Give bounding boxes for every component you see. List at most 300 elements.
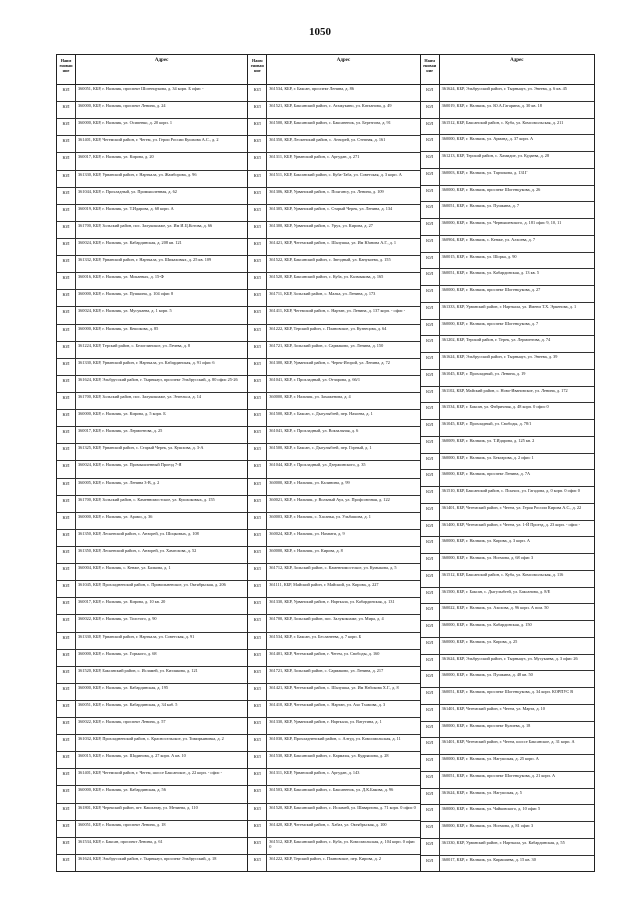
table-row — [421, 504, 594, 521]
entity-type-cell: ЮЛ — [421, 169, 440, 185]
address-cell: 360051, КБР, г. Нальчик, ул. Пушкина, д. 7 — [441, 203, 519, 209]
entity-type-cell: ЮЛ — [57, 307, 76, 323]
address-cell: 361045, КБР, г. Прохладный, ул. Свободы, д. 78/1 — [441, 421, 532, 426]
table-row — [57, 752, 247, 769]
entity-type-cell: ЮЛ — [57, 153, 76, 169]
column-header — [57, 55, 247, 85]
address-cell: 361721, КБР, Зольский район, с. Сармаково, ул. Ленина, д. 217 — [269, 667, 384, 673]
address-cell: 361421, КБР, Чегемский район, с. Шалушка, ул. Им Набокова Х.Г., д. 8 — [269, 684, 399, 690]
entity-type-cell: ЮЛ — [57, 290, 76, 306]
table-row — [57, 530, 247, 547]
address-cell: 361510, КБР, Баксанский район, с. Псычох, ул. Гагадова, д. 0 корп. 0 офис 0 — [441, 488, 580, 493]
address-cell: 361202, КБР, Терский район, г. Терек, ул. Лермонтова, д. 74 — [441, 337, 551, 343]
table-row — [57, 205, 247, 222]
address-cell: 360015, КБР, г. Нальчик, ул. Шадинова, д. 27 корп. А кв. 10 — [78, 753, 186, 759]
entity-type-cell: ЮЛ — [248, 821, 267, 837]
table-row — [57, 273, 247, 290]
address-cell: 361521, КБР, Баксанский район, с. Атажукино, ул. Катханова, д. 49 — [269, 103, 392, 109]
entity-type-cell: ЮЛ — [421, 303, 440, 319]
table-row — [248, 479, 419, 496]
entity-type-cell: ЮЛ — [421, 102, 440, 118]
address-cell: 360005, КБР, г. Нальчик, ул. Ленина 3-В, д. 2 — [78, 479, 160, 485]
entity-type-cell: ЮЛ — [57, 496, 76, 512]
table-row — [421, 688, 594, 705]
entity-type-cell: ЮЛ — [248, 786, 267, 802]
entity-type-cell: ЮЛ — [57, 427, 76, 443]
entity-type-cell: ЮЛ — [57, 615, 76, 631]
table-row — [248, 786, 419, 803]
entity-type-cell: ЮЛ — [57, 547, 76, 563]
entity-type-cell: ЮЛ — [57, 359, 76, 375]
entity-type-cell: ЮЛ — [421, 755, 440, 771]
entity-type-cell: ЮЛ — [248, 564, 267, 580]
entity-type-cell: ЮЛ — [248, 547, 267, 563]
address-cell: 361500, КБР, г. Баксан, с. Дыгулыбгей, ул. Баксанова, д. 8/Е — [441, 588, 551, 594]
entity-type-cell: ЮЛ — [421, 353, 440, 369]
address-cell: 361624, КБР, Эльбрусский район, г. Тырныауз, ул. Энеева, д. 39 — [441, 354, 558, 359]
entity-type-cell: ЮЛ — [421, 789, 440, 805]
address-cell: 360000, КБР, г. Нальчик, ул. Кабардинская, д. 195 — [78, 684, 169, 690]
entity-type-cell: ЮЛ — [248, 376, 267, 392]
address-cell: 360017, КБР, г. Нальчик, ул. Кирова, д. 20 — [78, 154, 154, 160]
table-row — [421, 437, 594, 454]
address-cell: 361032, КБР, Прохладненский район, с. Красносельское, ул. Тимирьяновка, д. 2 — [78, 736, 224, 742]
entity-type-cell: ЮЛ — [421, 839, 440, 855]
table-row — [57, 359, 247, 376]
address-cell: 360000, КБР, г. Нальчик, ул. Кирова, д. 25 — [441, 638, 518, 644]
table-row — [421, 219, 594, 236]
address-cell: 361222, КБР, Терский район, с. Плановское, пер. Кирова, д. 2 — [269, 855, 381, 861]
address-cell: 360017, КБР, г. Нальчик, ул. Кирашаева, д. 15 кв. 30 — [441, 856, 536, 862]
table-row — [421, 722, 594, 739]
table-row — [248, 633, 419, 650]
column-header — [421, 55, 594, 85]
address-table — [56, 54, 595, 872]
table-row — [57, 444, 247, 461]
entity-type-cell: ЮЛ — [57, 136, 76, 152]
address-cell: 360000, КБР, г. Нальчик, ул. Кабардинская, д. 56 — [78, 787, 166, 793]
entity-type-cell: ЮЛ — [421, 537, 440, 553]
address-cell: 360017, КБР, г. Нальчик, ул. Лермонтова, д. 25 — [78, 428, 163, 434]
address-cell: 360051, КБР, г. Нальчик, проспект Шогенцукова, д. 34 корп. КОРПУС В — [441, 689, 574, 694]
entity-type-cell: ЮЛ — [248, 393, 267, 409]
table-row — [248, 119, 419, 136]
address-cell: 361111, КБР, Майский район, г. Майский, ул. Кирова, д. 227 — [269, 582, 379, 588]
table-row — [421, 604, 594, 621]
entity-type-cell: ЮЛ — [57, 513, 76, 529]
table-row — [248, 376, 419, 393]
address-cell: 360021, КБР, г. Нальчик, у. Вольный Аул, ул. Профсоюзная, д. 122 — [269, 496, 390, 502]
entity-type-cell: ЮЛ — [421, 571, 440, 587]
address-cell: 361700, КБР, Зольский район, пос. Залукокоаже, ул. Мира, д. 4 — [269, 616, 384, 622]
table-row — [57, 136, 247, 153]
address-cell: 360000, КБР, г. Нальчик, ул. Чайковского, д. 10 офис 5 — [441, 806, 541, 812]
table-row — [57, 598, 247, 615]
entity-type-cell: ЮЛ — [57, 564, 76, 580]
entity-type-cell: ЮЛ — [248, 222, 267, 238]
table-row — [248, 153, 419, 170]
table-row — [248, 496, 419, 513]
column-header — [248, 55, 419, 85]
table-row — [421, 320, 594, 337]
address-cell: 360000, КБР, г. Нальчик, ул. Горького, д. 68 — [78, 650, 157, 656]
entity-type-cell: ЮЛ — [248, 530, 267, 546]
table-row — [421, 102, 594, 119]
entity-type-cell: ЮЛ — [421, 521, 440, 537]
address-cell: 360022, КБР, г. Нальчик, ул. Толстого, д. 90 — [78, 616, 157, 622]
address-cell: 361420, КБР, Чегемский район, с. Хабаз, ул. Октябрьская, д. 100 — [269, 821, 387, 827]
address-cell: 361333, КБР, Урванский район, г. Нарткала, ул. Имени Т.Х. Эркенова, д. 1 — [441, 303, 577, 309]
table-row — [248, 752, 419, 769]
address-cell: 360000, КБР, г. Нальчик, ул. Бекгарова, д. 2 офис 1 — [441, 454, 534, 460]
address-cell: 360000, КБР, г. Нальчик, ул. Пушкина, д. 48 кв. 50 — [441, 672, 533, 678]
table-row — [421, 839, 594, 856]
address-cell: 361350, КБР, Лескенский район, с. Анзорей, ул. Хамгохова, д. 52 — [78, 547, 197, 553]
entity-type-cell: ЮЛ — [421, 387, 440, 403]
entity-type-cell: ЮЛ — [248, 256, 267, 272]
table-row — [248, 838, 419, 855]
address-cell: 361721, КБР, Зольский район, с. Сармаково, ул. Ленина, д. 150 — [269, 342, 384, 348]
entity-type-cell: ЮЛ — [421, 403, 440, 419]
table-column-2 — [247, 55, 419, 871]
table-row — [421, 487, 594, 504]
entity-type-cell: ЮЛ — [248, 342, 267, 358]
table-row — [248, 821, 419, 838]
table-row — [421, 303, 594, 320]
entity-type-cell: ЮЛ — [248, 633, 267, 649]
entity-type-cell: ЮЛ — [57, 821, 76, 837]
entity-type-cell: ЮЛ — [248, 102, 267, 118]
entity-type-cell: ЮЛ — [57, 325, 76, 341]
address-cell: 360000, КБР, г. Нальчик, ул. Кабардинская, д. 150 — [441, 622, 532, 627]
address-cell: 360000, КБР, г. Нальчик, проспект Ленина, д. 24 — [78, 103, 166, 109]
address-cell: 360051, КБР, г. Нальчик, проспект Ленина, д. 18 — [78, 821, 166, 827]
table-row — [421, 738, 594, 755]
address-cell: 361330, КБР, Урванский район, г. Нарткала, ул. Советская, д. 91 — [78, 633, 195, 639]
table-row — [248, 564, 419, 581]
entity-type-cell: ЮЛ — [421, 688, 440, 704]
page-number: 1050 — [309, 26, 331, 38]
address-cell: 360000, КБР, г. Нальчик, ул. Пушкина, д. 104 офис 8 — [78, 291, 174, 297]
address-cell: 361311, КБР, Урванский район, с. Аргудан, д. 143 — [269, 770, 360, 776]
entity-type-cell: ЮЛ — [57, 222, 76, 238]
table-row — [57, 393, 247, 410]
table-row — [57, 804, 247, 821]
address-cell: 361330, КБР, Урванский район, г. Нарткала, ул. Жамборова, д. 96 — [78, 171, 197, 177]
address-cell: 361522, КБР, Баксанский район, с. Звездный, ул. Канукоева, д. 155 — [269, 257, 391, 263]
address-cell: 361213, КБР, Терский район, с. Хамидие, ул. Кудаева, д. 28 — [441, 153, 550, 158]
address-cell: 360000, КБР, г. Нальчик, проспект Шогенцукова, д. 26 — [441, 186, 541, 192]
address-cell: 361041, КБР, г. Прохладный, ул. Вокзальная, д. 6 — [269, 428, 359, 434]
address-cell: 360019, КБР, г. Нальчик, ул. Т.Идарова, д. 68 корп. А — [78, 205, 174, 211]
address-cell: 361534, КБР, г. Баксан, проспект Ленина, д. 61 — [78, 838, 163, 844]
table-row — [248, 855, 419, 871]
entity-type-cell: ЮЛ — [421, 236, 440, 252]
address-cell: 361332, КБР, Урванский район, г. Нарткала, ул. Шикаховых, д. 25 кв. 109 — [78, 257, 212, 263]
entity-type-cell: ЮЛ — [248, 735, 267, 751]
entity-type-cell: ЮЛ — [57, 735, 76, 751]
table-row — [421, 85, 594, 102]
address-cell: 361410, КБР, Чегемский район, с. Нартан, ул. Ахо Тхамова, д. 3 — [269, 701, 386, 707]
entity-type-cell: ЮЛ — [248, 119, 267, 135]
table-row — [248, 290, 419, 307]
table-row — [248, 307, 419, 324]
entity-type-cell: ЮЛ — [421, 152, 440, 168]
entity-type-cell: ЮЛ — [57, 838, 76, 854]
entity-type-cell: ЮЛ — [421, 604, 440, 620]
address-cell: 361520, КБР, Баксанский район, с. Куба, ул. Калмыкова, д. 165 — [269, 274, 384, 280]
table-row — [421, 152, 594, 169]
address-cell: 361330, КБР, Урванский район, г. Нарткала, ул. Кабардинская, д. 55 — [441, 839, 565, 845]
entity-type-cell: ЮЛ — [421, 437, 440, 453]
table-row — [421, 822, 594, 839]
table-row — [248, 615, 419, 632]
entity-type-cell: ЮЛ — [248, 153, 267, 169]
entity-type-cell: ЮЛ — [57, 598, 76, 614]
table-row — [57, 461, 247, 478]
table-row — [421, 621, 594, 638]
table-row — [57, 256, 247, 273]
address-cell: 360015, КБР, г. Нальчик, ул. Шорка, д. 90 — [441, 253, 517, 259]
address-cell: 361421, КБР, Чегемский район, с. Шалушка, ул. Им Юанова А.Г., д. 1 — [269, 239, 397, 245]
address-cell: 361030, КБР, Прохладненский район, с. Алтуд, ул. Комсомольская, д. 11 — [269, 736, 401, 742]
entity-type-cell: ЮЛ — [248, 205, 267, 221]
table-row — [248, 359, 419, 376]
address-cell: 361801, КБР, Черекский район, пгт. Кашхатау, ул. Мечиева, д. 110 — [78, 804, 198, 810]
entity-type-cell: ЮЛ — [421, 420, 440, 436]
address-cell: 360024, КБР, г. Нальчик, ул. Промышленный Проезд 7-Я — [78, 462, 182, 468]
table-row — [248, 701, 419, 718]
address-cell: 361520, КБР, Баксанский район, с. Исламей, ул. Кизлякова, д. 121 — [78, 667, 198, 673]
address-cell: 360000, КБР, г. Нальчик, ул. Захаженова, д. 4 — [269, 393, 351, 399]
address-cell: 361500, КБР, Баксанский район, с. Баксаненок, ул. Березгова, д. 91 — [269, 120, 391, 126]
address-cell: 361512, КБР, Баксанский район, с. Куба, ул. Комсомольская, д. 116 — [441, 571, 564, 577]
address-cell: 360000, КБР, г. Нальчик, ул. Кирова, д. 8 — [269, 547, 343, 553]
address-cell: 360016, КБР, г. Нальчик, ул. Мокаевых, д. 15-Ф — [78, 274, 164, 280]
table-row — [248, 650, 419, 667]
table-row — [248, 342, 419, 359]
entity-type-cell: ЮЛ — [57, 667, 76, 683]
address-cell: 360000, КБР, г. Нальчик, ул. Ногмова, д. 68 офис 3 — [441, 555, 534, 560]
address-cell: 360000, КБР, г. Нальчик, ул. Кирова, д. 3 корп. А — [441, 538, 530, 544]
entity-type-cell: ЮЛ — [421, 85, 440, 101]
entity-type-cell: ЮЛ — [57, 410, 76, 426]
table-row — [421, 755, 594, 772]
entity-type-cell: ЮЛ — [421, 856, 440, 872]
address-cell: 360024, КБР, г. Нальчик, ул. Мусукаева, д. 1 корп. 5 — [78, 308, 172, 314]
entity-type-cell: ЮЛ — [57, 342, 76, 358]
entity-type-cell: ЮЛ — [421, 722, 440, 738]
table-row — [248, 513, 419, 530]
entity-type-cell: ЮЛ — [421, 320, 440, 336]
entity-type-cell: ЮЛ — [57, 376, 76, 392]
table-row — [57, 307, 247, 324]
table-row — [57, 239, 247, 256]
table-row — [421, 789, 594, 806]
address-cell: 360904, КБР, г. Нальчик, с. Кенже, ул. Алхоева, д. 7 — [441, 236, 535, 242]
address-cell: 361041, КБР, г. Прохладный, ул. Отчарова, д. 66/1 — [269, 376, 360, 382]
entity-type-cell: ЮЛ — [248, 701, 267, 717]
address-cell: 361624, КБР, Эльбрусский район, г. Тырныауз, ул. Мусукаева, д. 3 офис 26 — [441, 655, 578, 661]
entity-type-cell: ЮЛ — [248, 855, 267, 871]
table-row — [57, 667, 247, 684]
table-row — [57, 718, 247, 735]
address-cell: 361624, КБР, Эльбрусский район, г. Тырныауз, проспект Эльбрусский, д. 18 — [78, 855, 217, 861]
address-cell: 361624, КБР, Эльбрусский район, г. Тырныауз, ул. Энеева, д. 6 кв. 45 — [441, 86, 567, 91]
table-row — [248, 581, 419, 598]
table-row — [421, 554, 594, 571]
entity-type-cell: ЮЛ — [248, 427, 267, 443]
header-address-label: Адрес — [336, 58, 351, 63]
header-address-label: Адрес — [154, 58, 169, 63]
table-row — [421, 253, 594, 270]
table-row — [248, 804, 419, 821]
entity-type-cell: ЮЛ — [57, 769, 76, 785]
address-cell: 361400, КБР, Чегемский район, г. Чегем, ул. 1-Й Проезд, д. 23 корп. - офис - — [441, 521, 581, 527]
entity-type-cell: ЮЛ — [421, 370, 440, 386]
table-row — [57, 222, 247, 239]
entity-type-cell: ЮЛ — [57, 393, 76, 409]
header-key-label: Наим еноваи ние — [248, 55, 267, 84]
table-row — [421, 454, 594, 471]
table-row — [421, 119, 594, 136]
address-cell: 361401, КБР, Чегемский район, г. Чегем, ул. Герои России Кушхова А.С., д. 2 — [78, 137, 219, 143]
address-cell: 361401, КБР, Чегемский район, г. Чегем, шоссе Баксанское, д. 22 корп. - офис - — [78, 770, 223, 776]
table-row — [421, 705, 594, 722]
table-row — [57, 650, 247, 667]
address-cell: 361306, КБР, Урванский район, с. Псыгансу, ул. Ленина, д. 109 — [269, 188, 384, 194]
entity-type-cell: ЮЛ — [421, 738, 440, 754]
address-cell: 361350, КБР, Лескенский район, с. Анзорей, ул. Степная, д. 161 — [269, 137, 386, 143]
table-row — [248, 256, 419, 273]
table-row — [57, 838, 247, 855]
table-row — [57, 410, 247, 427]
entity-type-cell: ЮЛ — [248, 136, 267, 152]
address-cell: 361330, КБР, Урванский район, г. Нарткала, ул. Кабардинская, д. 131 — [269, 599, 395, 605]
address-cell: 361512, КБР, Баксанский район, с. Куба, ул. Комсомольская, д. 211 — [441, 119, 564, 125]
address-cell: 360022, КБР, г. Нальчик, проспект Ленина, д. 57 — [78, 719, 166, 725]
table-row — [248, 735, 419, 752]
entity-type-cell: ЮЛ — [57, 256, 76, 272]
address-cell: 360000, КБР, г. Нальчик, проспект Кулиева, д. 18 — [441, 722, 531, 728]
entity-type-cell: ЮЛ — [248, 188, 267, 204]
table-row — [421, 805, 594, 822]
table-row — [248, 461, 419, 478]
entity-type-cell: ЮЛ — [421, 487, 440, 503]
table-row — [57, 171, 247, 188]
table-row — [57, 786, 247, 803]
address-cell: 360051, КБР, г. Нальчик, проспект Шогенцукова, д. 21 корп. А — [441, 772, 556, 778]
entity-type-cell: ЮЛ — [57, 684, 76, 700]
entity-type-cell: ЮЛ — [57, 530, 76, 546]
entity-type-cell: ЮЛ — [248, 667, 267, 683]
entity-type-cell: ЮЛ — [248, 461, 267, 477]
address-cell: 360051, КБР, г. Нальчик, ул. Кабардинская, д. 34 каб. 5 — [78, 701, 178, 707]
address-cell: 361712, КБР, Зольский район, с. Каменномостское, ул. Кумыкова, д. 5 — [269, 565, 397, 571]
table-row — [421, 571, 594, 588]
table-row — [421, 336, 594, 353]
entity-type-cell: ЮЛ — [57, 85, 76, 101]
address-cell: 361102, КБР, Майский район, с. Ново-Ивановское, ул. Ленина, д. 172 — [441, 387, 568, 393]
table-row — [57, 684, 247, 701]
entity-type-cell: ЮЛ — [421, 638, 440, 654]
entity-type-cell: ЮЛ — [421, 671, 440, 687]
entity-type-cell: ЮЛ — [248, 769, 267, 785]
table-row — [248, 684, 419, 701]
table-row — [57, 102, 247, 119]
header-key-label: Наим еноваи ние — [421, 55, 440, 84]
address-cell: 360000, КБР, г. Нальчик, проспект Шогенцукова, д. 27 — [441, 287, 541, 292]
address-cell: 361311, КБР, Урванский район, с. Аргудан, д. 271 — [269, 154, 360, 160]
table-row — [248, 547, 419, 564]
table-row — [248, 273, 419, 290]
table-row — [57, 376, 247, 393]
table-row — [248, 718, 419, 735]
table-row — [57, 153, 247, 170]
entity-type-cell: ЮЛ — [57, 188, 76, 204]
entity-type-cell: ЮЛ — [248, 684, 267, 700]
address-cell: 360003, КБР, г. Нальчик, с. Хасанья, ул. Ульбашова, д. 1 — [269, 513, 371, 519]
entity-type-cell: ЮЛ — [421, 186, 440, 202]
address-cell: 361224, КБР, Терский район, с. Белоглинское, ул. Лечева, д. 8 — [78, 342, 191, 348]
entity-type-cell: ЮЛ — [421, 219, 440, 235]
address-cell: 360000, КБР, г. Нальчик, ул. Осипенко, д. 20 корп. 1 — [78, 120, 173, 126]
table-row — [421, 353, 594, 370]
table-row — [248, 427, 419, 444]
address-cell: 360000, КБР, г. Нальчик, проспект Ленина, д. 7А — [441, 471, 531, 477]
address-cell: 360017, КБР, г. Нальчик, ул. Кирова, д. 10 кв. 20 — [78, 599, 166, 605]
entity-type-cell: ЮЛ — [57, 752, 76, 768]
entity-type-cell: ЮЛ — [421, 119, 440, 135]
entity-type-cell: ЮЛ — [248, 598, 267, 614]
entity-type-cell: ЮЛ — [421, 202, 440, 218]
address-cell: 360000, КБР, г. Нальчик, ул. Арамо, д. 36 — [78, 513, 153, 519]
entity-type-cell: ЮЛ — [248, 359, 267, 375]
address-cell: 361512, КБР, Баксанский район, с. Куба, ул. Комсомольская, д. 104 корп. 0 офис 0 — [269, 838, 416, 850]
table-row — [57, 479, 247, 496]
address-cell: 361500, КБР, г. Баксан, с. Дыгулыбгей, пер. Горный, д. 1 — [269, 445, 372, 451]
address-cell: 361711, КБР, Зольский район, с. Малка, ул. Ленина, д. 173 — [269, 291, 376, 297]
entity-type-cell: ЮЛ — [248, 290, 267, 306]
entity-type-cell: ЮЛ — [248, 171, 267, 187]
address-cell: 361503, КБР, Баксанский район, с. Баксаненок, ул. Д.К.Бакова, д. 96 — [269, 787, 394, 793]
entity-type-cell: ЮЛ — [57, 650, 76, 666]
entity-type-cell: ЮЛ — [421, 805, 440, 821]
entity-type-cell: ЮЛ — [248, 718, 267, 734]
table-column-3 — [420, 55, 594, 871]
address-cell: 361700, КБР, Зольский район, с. Каменномостское, ул. Кушхоковых, д. 155 — [78, 496, 215, 502]
header-key-label: Наим еноваи ние — [57, 55, 76, 84]
address-cell: 361330, КБР, Урванский район, г. Нарткала, ул. Ватутина, д. 1 — [269, 719, 382, 725]
entity-type-cell: ЮЛ — [248, 615, 267, 631]
address-cell: 361044, КБР, г. Прохладный, ул. Промышленная, д. 62 — [78, 188, 177, 194]
table-row — [57, 633, 247, 650]
entity-type-cell: ЮЛ — [248, 804, 267, 820]
address-cell: 360000, КБР, г. Нальчик, проспект Шогенцукова, д. 7 — [441, 320, 539, 326]
address-cell: 361700, КБР, Зольский район, пос. Залукокоаже, ул. Им И.Ц.Котова, д. 66 — [78, 222, 213, 228]
table-row — [421, 420, 594, 437]
entity-type-cell: ЮЛ — [248, 325, 267, 341]
address-cell: 360024, КБР, г. Нальчик, ул. Кабардинская, д. 208 кв. 121 — [78, 239, 182, 245]
table-row — [248, 393, 419, 410]
entity-type-cell: ЮЛ — [248, 838, 267, 854]
entity-type-cell: ЮЛ — [248, 479, 267, 495]
entity-type-cell: ЮЛ — [248, 650, 267, 666]
address-cell: 360019, КБР, г. Нальчик, ул. Ю.А.Гагарина, д. 30 кв. 18 — [441, 102, 542, 108]
table-row — [421, 588, 594, 605]
table-row — [248, 325, 419, 342]
entity-type-cell: ЮЛ — [421, 655, 440, 671]
